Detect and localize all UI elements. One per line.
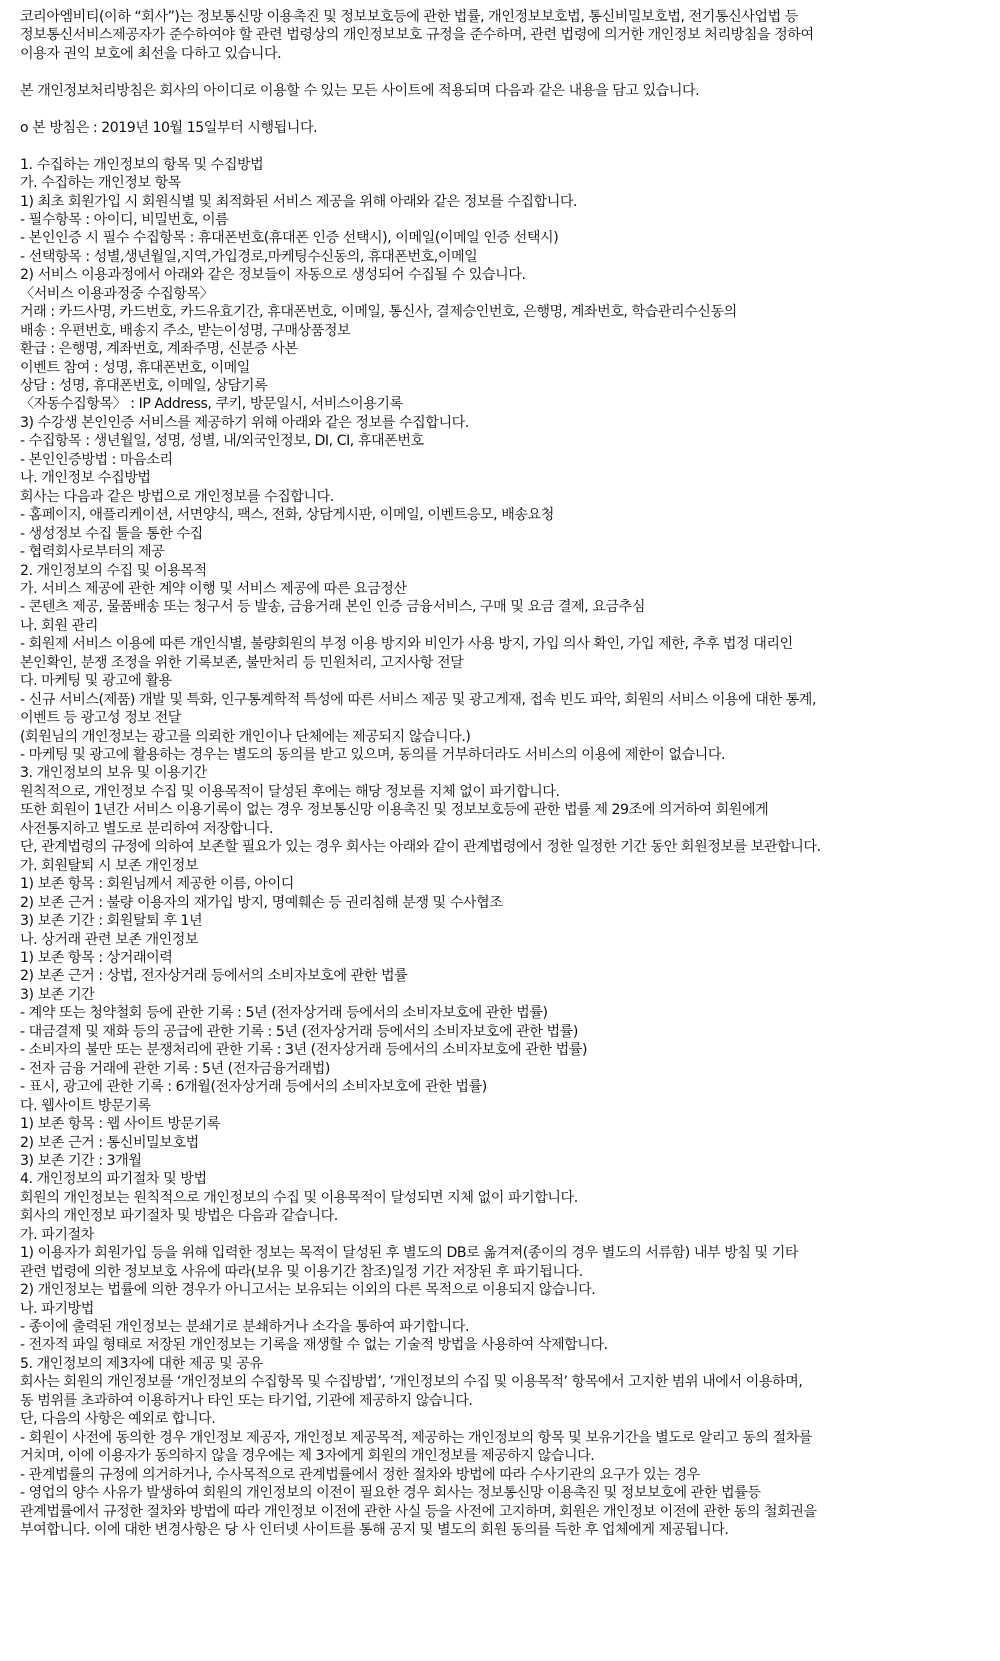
document-line: 정보통신서비스제공자가 준수하여야 할 관련 법령상의 개인정보보호 규정을 준수하며, 관련 법령에 의거한 개인정보 처리방침을 정하여 (20, 27, 814, 44)
document-line: 상담 : 성명, 휴대폰번호, 이메일, 상담기록 (20, 378, 268, 394)
document-line: - 신규 서비스(제품) 개발 및 특화, 인구통계학적 특성에 따른 서비스 제공 및 광고게재, 접속 빈도 파악, 회원의 서비스 이용에 대한 통계, (20, 691, 817, 708)
document-line: - 협력회사로부터의 제공 (20, 544, 165, 560)
document-line: 1) 보존 항목 : 회원님께서 제공한 이름, 아이디 (20, 876, 294, 893)
document-line: - 홈페이지, 애플리케이션, 서면양식, 팩스, 전화, 상담게시판, 이메일, 이벤트응모, 배송요청 (20, 507, 554, 524)
document-line: 1) 보존 항목 : 상거래이력 (20, 949, 173, 966)
document-line: 동 범위를 초과하여 이용하거나 타인 또는 타기업, 기관에 제공하지 않습니다. (20, 1392, 473, 1409)
document-line: 가. 파기절차 (20, 1226, 94, 1243)
document-line: 회원의 개인정보는 원칙적으로 개인정보의 수집 및 이용목적이 달성되면 지체 없이 파기합니다. (20, 1189, 578, 1206)
document-line: 1. 수집하는 개인정보의 항목 및 수집방법 (20, 156, 264, 173)
document-line: 1) 최초 회원가입 시 회원식별 및 최적화된 서비스 제공을 위해 아래와 같은 정보를 수집합니다. (20, 193, 578, 210)
document-line: 4. 개인정보의 파기절차 및 방법 (20, 1171, 207, 1188)
document-line: 2) 서비스 이용과정에서 아래와 같은 정보들이 자동으로 생성되어 수집될 수 있습니다. (20, 267, 526, 284)
document-line: o 본 방침은 : 2019년 10월 15일부터 시행됩니다. (20, 119, 318, 136)
document-line: 3) 보존 기간 : 3개월 (20, 1152, 142, 1169)
document-line: 단, 관계법령의 규정에 의하여 보존할 필요가 있는 경우 회사는 아래와 같이 관계법령에서 정한 일정한 기간 동안 회원정보를 보관합니다. (20, 839, 821, 856)
document-line: - 콘텐츠 제공, 물품배송 또는 청구서 등 발송, 금융거래 본인 인증 금융서비스, 구매 및 요금 결제, 요금추심 (20, 599, 645, 616)
document-line: 회사는 회원의 개인정보를 ‘개인정보의 수집항목 및 수집방법’, ’개인정보의 수집 및 이용목적’ 항목에서 고지한 범위 내에서 이용하며, (20, 1374, 803, 1391)
document-line: 원칙적으로, 개인정보 수집 및 이용목적이 달성된 후에는 해당 정보를 지체 없이 파기합니다. (20, 783, 560, 800)
document-line: 배송 : 우편번호, 배송지 주소, 받는이성명, 구매상품정보 (20, 322, 351, 339)
document-line: (회원님의 개인정보는 광고를 의뢰한 개인이나 단체에는 제공되지 않습니다.) (20, 728, 471, 745)
document-line: 3) 보존 기간 : 회원탈퇴 후 1년 (20, 913, 203, 929)
document-line: 나. 상거래 관련 보존 개인정보 (20, 931, 199, 948)
document-line: 1) 이용자가 회원가입 등을 위해 입력한 정보는 목적이 달성된 후 별도의 DB로 옮겨져(종이의 경우 별도의 서류함) 내부 방침 및 기타 (20, 1245, 799, 1262)
document-line: 관련 법령에 의한 정보보호 사유에 따라(보유 및 이용기간 참조)일정 기간 저장된 후 파기됩니다. (20, 1263, 583, 1280)
document-line: - 본인인증방법 : 마음소리 (20, 451, 173, 468)
document-line: - 선택항목 : 성별,생년월일,지역,가입경로,마케팅수신동의, 휴대폰번호,이메일 (20, 248, 478, 265)
document-line: - 회원제 서비스 이용에 따른 개인식별, 불량회원의 부정 이용 방지와 비인가 사용 방지, 가입 의사 확인, 가입 제한, 추후 법정 대리인 (20, 636, 793, 653)
document-line: 3) 보존 기간 (20, 986, 95, 1003)
document-line: - 관계법률의 규정에 의거하거나, 수사목적으로 관계법률에서 정한 절차와 방법에 따라 수사기관의 요구가 있는 경우 (20, 1466, 700, 1483)
document-line: 2) 개인정보는 법률에 의한 경우가 아니고서는 보유되는 이외의 다른 목적으로 이용되지 않습니다. (20, 1282, 596, 1298)
document-line: 코리아엠비티(이하 “회사”)는 정보통신망 이용촉진 및 정보보호등에 관한 법률, 개인정보보호법, 통신비밀보호법, 전기통신사업법 등 (20, 9, 798, 25)
document-line: 1) 보존 항목 : 웹 사이트 방문기록 (20, 1116, 221, 1132)
document-line: 환급 : 은행명, 계좌번호, 계좌주명, 신분증 사본 (20, 341, 298, 358)
document-line: - 수집항목 : 생년월일, 성명, 성별, 내/외국인정보, DI, CI, 휴대폰번호 (20, 433, 424, 450)
document-line: 5. 개인정보의 제3자에 대한 제공 및 공유 (20, 1355, 263, 1372)
document-line: 사전통지하고 별도로 분리하여 저장합니다. (20, 820, 274, 837)
document-line: 2) 보존 근거 : 불량 이용자의 재가입 방지, 명예훼손 등 권리침해 분쟁 및 수사협조 (20, 894, 503, 911)
document-line: 2) 보존 근거 : 통신비밀보호법 (20, 1134, 199, 1151)
document-line: - 종이에 출력된 개인정보는 분쇄기로 분쇄하거나 소각을 통하여 파기합니다. (20, 1319, 470, 1335)
document-line: - 본인인증 시 필수 수집항목 : 휴대폰번호(휴대폰 인증 선택시), 이메일(이메일 인증 선택시) (20, 230, 559, 247)
document-line: 2) 보존 근거 : 상법, 전자상거래 등에서의 소비자보호에 관한 법률 (20, 968, 408, 985)
document-line: 가. 수집하는 개인정보 항목 (20, 175, 181, 191)
document-line: 관계법률에서 규정한 절차와 방법에 따라 개인정보 이전에 관한 사실 등을 사전에 고지하며, 회원은 개인정보 이전에 관한 동의 철회권을 (20, 1503, 817, 1520)
document-line: 또한 회원이 1년간 서비스 이용기록이 없는 경우 정보통신망 이용촉진 및 정보보호등에 관한 법률 제 29조에 의거하여 회원에게 (20, 802, 769, 819)
document-line: 가. 서비스 제공에 관한 계약 이행 및 서비스 제공에 따른 요금정산 (20, 580, 407, 597)
document-line: - 회원이 사전에 동의한 경우 개인정보 제공자, 개인정보 제공목적, 제공하는 개인정보의 항목 및 보유기간을 별도로 알리고 동의 절차를 (20, 1429, 813, 1446)
document-line: 거래 : 카드사명, 카드번호, 카드유효기간, 휴대폰번호, 이메일, 통신사, 결제승인번호, 은행명, 계좌번호, 학습관리수신동의 (20, 304, 737, 321)
document-line: - 전자적 파일 형태로 저장된 개인정보는 기록을 재생할 수 없는 기술적 방법을 사용하여 삭제합니다. (20, 1337, 608, 1354)
document-line: 3. 개인정보의 보유 및 이용기간 (20, 765, 207, 782)
document-line: 거치며, 이에 이용자가 동의하지 않을 경우에는 제 3자에게 회원의 개인정보를 제공하지 않습니다. (20, 1448, 595, 1465)
document-line: 본 개인정보처리방침은 회사의 아이디로 이용할 수 있는 모든 사이트에 적용되며 다음과 같은 내용을 담고 있습니다. (20, 82, 700, 99)
document-line: 회사의 개인정보 파기절차 및 방법은 다음과 같습니다. (20, 1208, 338, 1225)
document-line: - 계약 또는 청약철회 등에 관한 기록 : 5년 (전자상거래 등에서의 소비자보호에 관한 법률) (20, 1005, 548, 1022)
document-line: - 마케팅 및 광고에 활용하는 경우는 별도의 동의를 받고 있으며, 동의를 거부하더라도 서비스의 이용에 제한이 없습니다. (20, 747, 726, 763)
document-line: 본인확인, 분쟁 조정을 위한 기록보존, 불만처리 등 민원처리, 고지사항 전달 (20, 654, 464, 671)
document-line: 〈서비스 이용과정중 수집항목〉 (20, 285, 214, 302)
document-line: - 영업의 양수 사유가 발생하여 회원의 개인정보의 이전이 필요한 경우 회사는 정보통신망 이용촉진 및 정보보호에 관한 법률등 (20, 1485, 761, 1501)
document-line: 〈자동수집항목〉 : IP Address, 쿠키, 방문일시, 서비스이용기록 (20, 396, 403, 413)
document-line: 다. 웹사이트 방문기록 (20, 1097, 151, 1114)
document-line: - 필수항목 : 아이디, 비밀번호, 이름 (20, 211, 229, 228)
document-line: 나. 개인정보 수집방법 (20, 470, 151, 487)
document-line: 2. 개인정보의 수집 및 이용목적 (20, 562, 207, 579)
document-line: - 대금결제 및 재화 등의 공급에 관한 기록 : 5년 (전자상거래 등에서의 소비자보호에 관한 법률) (20, 1023, 578, 1040)
document-line: 다. 마케팅 및 광고에 활용 (20, 673, 172, 690)
document-line: 이벤트 등 광고성 정보 전달 (20, 710, 181, 727)
document-line: 회사는 다음과 같은 방법으로 개인정보를 수집합니다. (20, 488, 334, 505)
document-line: - 전자 금융 거래에 관한 기록 : 5년 (전자금융거래법) (20, 1060, 330, 1077)
document-line: 부여합니다. 이에 대한 변경사항은 당 사 인터넷 사이트를 통해 공지 및 별도의 회원 동의를 득한 후 업체에게 제공됩니다. (20, 1521, 729, 1538)
document-line: 단, 다음의 사항은 예외로 합니다. (20, 1411, 216, 1428)
document-line: 이벤트 참여 : 성명, 휴대폰번호, 이메일 (20, 359, 250, 376)
document-line: - 생성정보 수집 툴을 통한 수집 (20, 525, 203, 542)
document-line: - 표시, 광고에 관한 기록 : 6개월(전자상거래 등에서의 소비자보호에 관한 법률) (20, 1079, 487, 1096)
document-line: 이용자 권익 보호에 최선을 다하고 있습니다. (20, 45, 282, 62)
document-line: 가. 회원탈퇴 시 보존 개인정보 (20, 857, 199, 874)
document-line: 나. 파기방법 (20, 1300, 94, 1317)
document-line: 나. 회원 관리 (20, 617, 98, 634)
document-line: 3) 수강생 본인인증 서비스를 제공하기 위해 아래와 같은 정보를 수집합니다. (20, 414, 469, 431)
document-line: - 소비자의 불만 또는 분쟁처리에 관한 기록 : 3년 (전자상거래 등에서의 소비자보호에 관한 법률) (20, 1042, 588, 1059)
